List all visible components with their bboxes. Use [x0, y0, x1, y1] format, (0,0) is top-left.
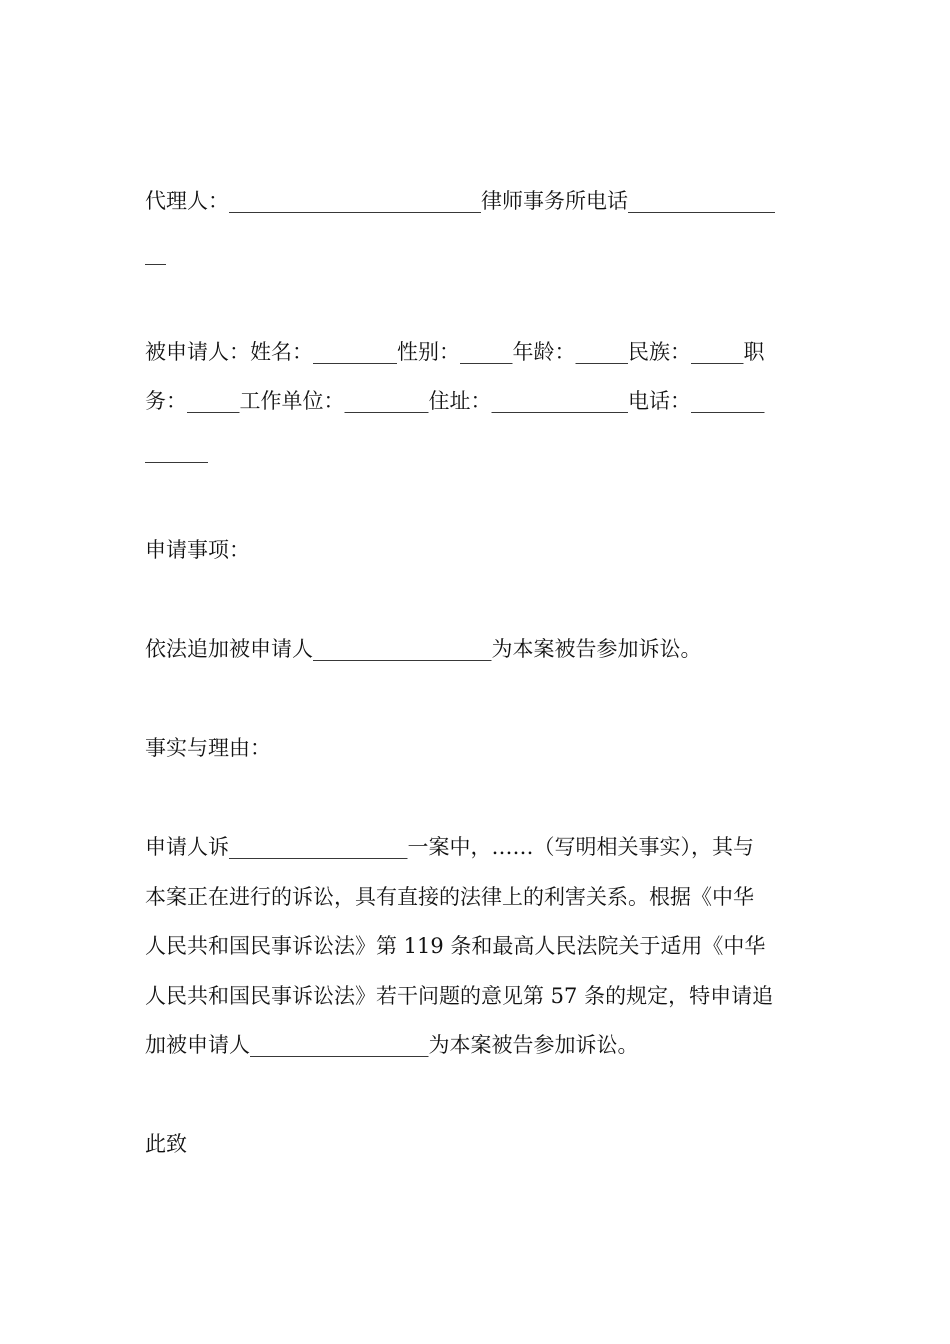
respondent-line-3: ______	[145, 439, 208, 463]
closing-text: 此致	[145, 1132, 187, 1156]
agent-line: 代理人：________________________律师事务所电话______________	[145, 189, 775, 213]
request-heading: 申请事项：	[145, 538, 250, 562]
respondent-line-1: 被申请人：姓名：________性别：_____年龄：_____民族：_____职	[145, 340, 765, 364]
facts-heading: 事实与理由：	[145, 736, 271, 760]
facts-body-line-1: 申请人诉_________________一案中，……（写明相关事实），其与	[145, 835, 754, 859]
respondent-line-2: 务：_____工作单位：________住址：_____________电话：_______	[145, 389, 765, 413]
facts-body-line-5: 加被申请人_________________为本案被告参加诉讼。	[145, 1033, 639, 1057]
request-body: 依法追加被申请人_________________为本案被告参加诉讼。	[145, 637, 702, 661]
facts-body-line-3: 人民共和国民事诉讼法》第 119 条和最高人民法院关于适用《中华	[145, 934, 766, 958]
facts-body-line-2: 本案正在进行的诉讼，具有直接的法律上的利害关系。根据《中华	[145, 885, 754, 909]
agent-line-continuation: __	[145, 241, 166, 265]
facts-body-line-4: 人民共和国民事诉讼法》若干问题的意见第 57 条的规定，特申请追	[145, 984, 774, 1008]
